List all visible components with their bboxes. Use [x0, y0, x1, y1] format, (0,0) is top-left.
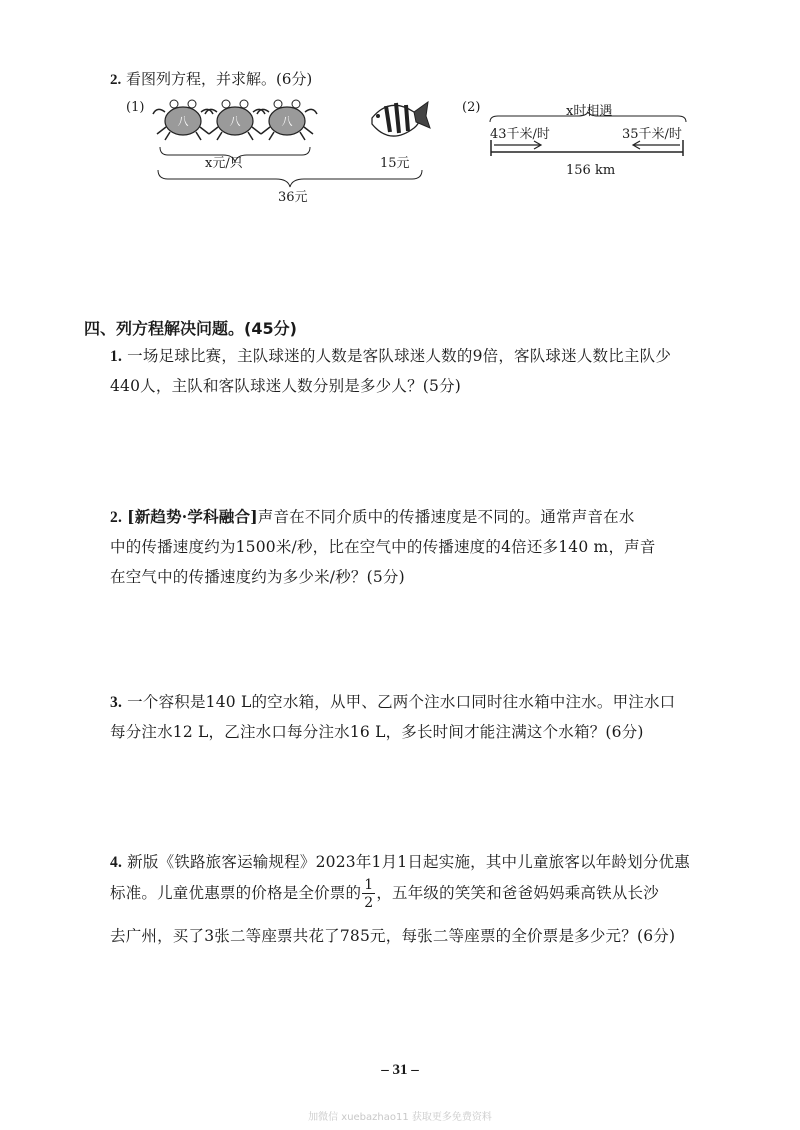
left-speed-label: 43千米/时 — [490, 127, 550, 142]
q1-line-2: 440人，主队和客队球迷人数分别是多少人？(5分) — [110, 377, 462, 395]
q4-line-2: 标准。儿童优惠票的价格是全价票的 $\frac{1}{2}$ ，五年级的笑笑和爸爸妈妈乘高铁从长沙 — [110, 877, 659, 911]
q4-line-1: 4. 新版《铁路旅客运输规程》2023年1月1日起实施，其中儿童旅客以年龄划分优惠 — [110, 853, 690, 871]
fish-icon — [372, 102, 430, 136]
q2-tag: [新趋势·学科融合] — [127, 507, 258, 526]
q3-line-1: 3. 一个容积是140 L的空水箱，从甲、乙两个注水口同时往水箱中注水。甲注水口 — [110, 693, 676, 711]
question-2-title: 2. 看图列方程，并求解。(6分) — [110, 70, 313, 88]
watermark: 加微信 xuebazhao11 获取更多免费资料 — [308, 1112, 492, 1123]
crab-label: 八 — [229, 115, 241, 128]
figure-1-label: (1) — [126, 100, 145, 115]
right-speed-label: 35千米/时 — [622, 127, 682, 142]
crab-price-label: x元/只 — [205, 156, 243, 171]
q1-line-1: 1. 一场足球比赛，主队球迷的人数是客队球迷人数的9倍，客队球迷人数比主队少 — [110, 347, 672, 365]
q2-line-2: 中的传播速度约为1500米/秒，比在空气中的传播速度的4倍还多140 m，声音 — [110, 538, 656, 556]
section-4-heading: 四、列方程解决问题。(45分) — [84, 319, 297, 338]
distance-label: 156 km — [566, 163, 616, 178]
fish-price-label: 15元 — [380, 156, 410, 171]
crab-label: 八 — [177, 115, 189, 128]
q3-line-2: 每分注水12 L，乙注水口每分注水16 L，多长时间才能注满这个水箱？(6分) — [110, 723, 644, 741]
q4-line-3: 去广州，买了3张二等座票共花了785元，每张二等座票的全价票是多少元？(6分) — [110, 927, 676, 945]
meet-time-label: x时相遇 — [566, 104, 613, 119]
crab-label: 八 — [281, 115, 293, 128]
q2-line-3: 在空气中的传播速度约为多少米/秒？(5分) — [110, 568, 405, 586]
fraction-one-half: $\frac{1}{2}$ — [364, 877, 374, 911]
q2-line-1: 2. [新趋势·学科融合]声音在不同介质中的传播速度是不同的。通常声音在水 — [110, 507, 635, 526]
figure-2-diagram — [488, 112, 688, 162]
page-number: – 31 – — [381, 1062, 419, 1078]
total-price-label: 36元 — [278, 190, 308, 205]
figure-2-label: (2) — [462, 100, 481, 115]
